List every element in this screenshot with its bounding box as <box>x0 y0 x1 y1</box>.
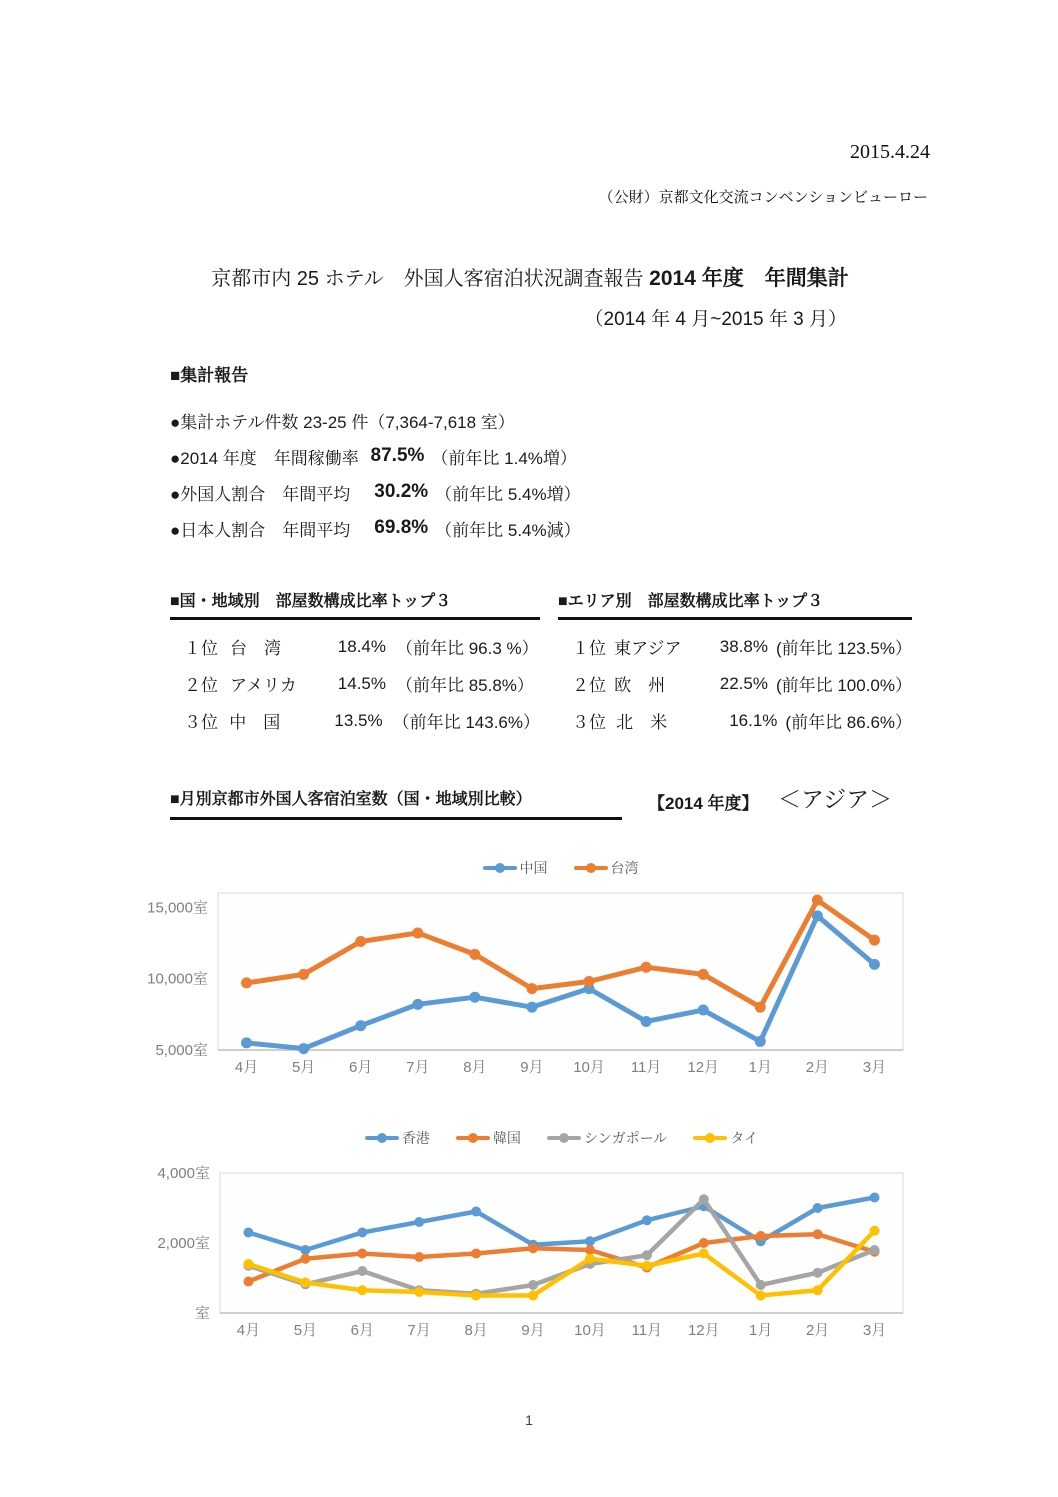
legend-marker <box>547 1136 581 1140</box>
data-point <box>526 1002 537 1013</box>
data-point <box>641 1016 652 1027</box>
x-axis-tick-label: 10月 <box>573 1059 605 1076</box>
data-point <box>869 935 880 946</box>
data-point <box>243 1228 253 1238</box>
x-axis-tick-label: 5月 <box>293 1322 318 1339</box>
data-point <box>300 1245 310 1255</box>
legend-item <box>365 1128 430 1148</box>
x-axis-tick-label: 4月 <box>236 1322 261 1339</box>
summary-bullet: ●2014 年度 年間稼働率 87.5% （前年比 1.4%増） <box>170 445 577 468</box>
x-axis-tick-label: 3月 <box>862 1322 887 1339</box>
line-chart-hk-kr-sg-th <box>120 1150 940 1380</box>
x-axis-tick-label: 7月 <box>406 1059 430 1076</box>
legend-label: 台湾 <box>610 860 639 876</box>
legend-marker-dot <box>377 1133 387 1143</box>
data-point <box>357 1249 367 1259</box>
data-point <box>698 969 709 980</box>
x-axis-tick-label: 12月 <box>687 1322 720 1339</box>
data-point <box>357 1228 367 1238</box>
x-axis-tick-label: 10月 <box>574 1322 606 1339</box>
legend-label: タイ <box>730 1130 759 1146</box>
legend-item <box>693 1128 758 1148</box>
legend-marker <box>456 1136 490 1140</box>
data-point <box>241 977 252 988</box>
data-point <box>300 1254 310 1264</box>
report-title-period: 2014 年度 年間集計 <box>649 267 849 290</box>
data-point <box>585 1254 595 1264</box>
data-point <box>471 1207 481 1217</box>
data-point <box>412 927 423 938</box>
x-axis-tick-label: 4月 <box>234 1059 259 1076</box>
legend-marker <box>693 1136 727 1140</box>
x-axis-tick-label: 12月 <box>687 1059 720 1076</box>
legend-label: 韓国 <box>492 1130 521 1146</box>
data-point <box>755 1036 766 1047</box>
legend-marker-dot <box>705 1133 715 1143</box>
legend-item <box>547 1128 667 1148</box>
data-point <box>813 1285 823 1295</box>
data-point <box>699 1194 709 1204</box>
summary-heading: ■集計報告 <box>170 366 249 385</box>
data-point <box>355 936 366 947</box>
legend-item <box>456 1128 521 1148</box>
data-point <box>414 1217 424 1227</box>
data-point <box>528 1291 538 1301</box>
data-point <box>870 1226 880 1236</box>
data-point <box>298 969 309 980</box>
data-point <box>471 1249 481 1259</box>
data-point <box>585 1245 595 1255</box>
y-axis-tick-label: 室 <box>194 1305 210 1322</box>
data-point <box>243 1277 253 1287</box>
summary-bullets <box>170 402 581 546</box>
report-subtitle: （2014 年 4 月~2015 年 3 月） <box>584 309 847 330</box>
data-point <box>528 1243 538 1253</box>
ranking-row: １位 台 湾 18.4% （前年比 96.3 %） <box>184 636 539 658</box>
chart-section-period: 【2014 年度】 <box>648 794 759 813</box>
data-point <box>756 1231 766 1241</box>
data-point <box>357 1266 367 1276</box>
x-axis-tick-label: 2月 <box>805 1059 830 1076</box>
data-point <box>469 992 480 1003</box>
ranking-table-heading: ■エリア別 部屋数構成比率トップ３ <box>558 588 912 620</box>
x-axis-tick-label: 11月 <box>630 1059 662 1076</box>
report-date: 2015.4.24 <box>850 141 930 163</box>
plot-area <box>218 893 903 1050</box>
ranking-table-heading: ■国・地域別 部屋数構成比率トップ３ <box>170 588 540 620</box>
data-point <box>756 1291 766 1301</box>
ranking-row: １位 東アジア 38.8% (前年比 123.5%） <box>572 636 912 658</box>
ranking-row: ３位 中 国 13.5% （前年比 143.6%） <box>184 710 541 732</box>
data-point <box>584 976 595 987</box>
data-point <box>241 1037 252 1048</box>
summary-bullet: ●日本人割合 年間平均 69.8% （前年比 5.4%減） <box>170 517 581 540</box>
data-point <box>642 1215 652 1225</box>
data-point <box>698 1005 709 1016</box>
data-point <box>355 1020 366 1031</box>
data-point <box>585 1236 595 1246</box>
data-point <box>756 1280 766 1290</box>
x-axis-tick-label: 2月 <box>805 1322 830 1339</box>
ranking-table-country <box>170 588 540 739</box>
data-point <box>813 1203 823 1213</box>
x-axis-tick-label: 6月 <box>350 1322 374 1339</box>
report-title-main: 京都市内 25 ホテル 外国人客宿泊状況調査報告 <box>211 268 650 290</box>
summary-bullet: ●外国人割合 年間平均 30.2% （前年比 5.4%増） <box>170 481 581 504</box>
data-point <box>526 983 537 994</box>
legend-marker-dot <box>468 1133 478 1143</box>
x-axis-tick-label: 8月 <box>463 1059 487 1076</box>
x-axis-tick-label: 6月 <box>349 1059 373 1076</box>
x-axis-tick-label: 5月 <box>291 1059 316 1076</box>
data-point <box>412 999 423 1010</box>
ranking-row: ２位 欧 州 22.5% (前年比 100.0%） <box>572 673 912 695</box>
data-point <box>699 1238 709 1248</box>
ranking-row: ２位 アメリカ 14.5% （前年比 85.8%） <box>184 673 534 695</box>
organization-name: （公財）京都文化交流コンベンションビューロー <box>598 189 928 206</box>
data-point <box>870 1193 880 1203</box>
y-axis-tick-label: 15,000室 <box>147 899 208 917</box>
x-axis-tick-label: 1月 <box>749 1322 773 1339</box>
legend-label: 中国 <box>519 860 548 876</box>
data-point <box>869 959 880 970</box>
data-point <box>357 1285 367 1295</box>
x-axis-tick-label: 3月 <box>862 1059 887 1076</box>
data-point <box>870 1245 880 1255</box>
data-point <box>642 1250 652 1260</box>
summary-bullet: ●集計ホテル件数 23-25 件（7,364-7,618 室） <box>170 412 515 432</box>
data-point <box>642 1261 652 1271</box>
data-point <box>641 962 652 973</box>
legend-marker <box>365 1136 399 1140</box>
ranking-row: ３位 北 米 16.1% (前年比 86.6%） <box>572 710 913 732</box>
data-point <box>414 1287 424 1297</box>
data-point <box>699 1249 709 1259</box>
data-point <box>813 1229 823 1239</box>
x-axis-tick-label: 9月 <box>521 1322 545 1339</box>
y-axis-tick-label: 10,000室 <box>147 970 208 988</box>
data-point <box>469 949 480 960</box>
legend-marker-dot <box>559 1133 569 1143</box>
line-chart-china-taiwan <box>120 850 940 1090</box>
x-axis-tick-label: 7月 <box>407 1322 431 1339</box>
legend-label: 香港 <box>401 1130 430 1146</box>
data-point <box>528 1280 538 1290</box>
data-point <box>414 1252 424 1262</box>
y-axis-tick-label: 5,000室 <box>155 1042 208 1059</box>
y-axis-tick-label: 2,000室 <box>157 1235 210 1252</box>
page-number: 1 <box>525 1412 533 1428</box>
data-point <box>243 1259 253 1269</box>
chart-section-region: ＜アジア＞ <box>778 786 893 812</box>
x-axis-tick-label: 11月 <box>631 1322 663 1339</box>
legend-label: シンガポール <box>583 1130 668 1146</box>
x-axis-tick-label: 8月 <box>464 1322 488 1339</box>
data-point <box>471 1291 481 1301</box>
data-point <box>298 1043 309 1054</box>
report-title <box>170 262 890 292</box>
y-axis-tick-label: 4,000室 <box>157 1165 210 1182</box>
chart2-legend <box>220 1128 903 1148</box>
data-point <box>300 1278 310 1288</box>
x-axis-tick-label: 1月 <box>748 1059 772 1076</box>
chart-section-heading: ■月別京都市外国人客宿泊室数（国・地域別比較） <box>170 786 622 820</box>
data-point <box>812 895 823 906</box>
x-axis-tick-label: 9月 <box>520 1059 544 1076</box>
ranking-table-area <box>558 588 912 739</box>
data-point <box>755 1002 766 1013</box>
data-point <box>813 1268 823 1278</box>
